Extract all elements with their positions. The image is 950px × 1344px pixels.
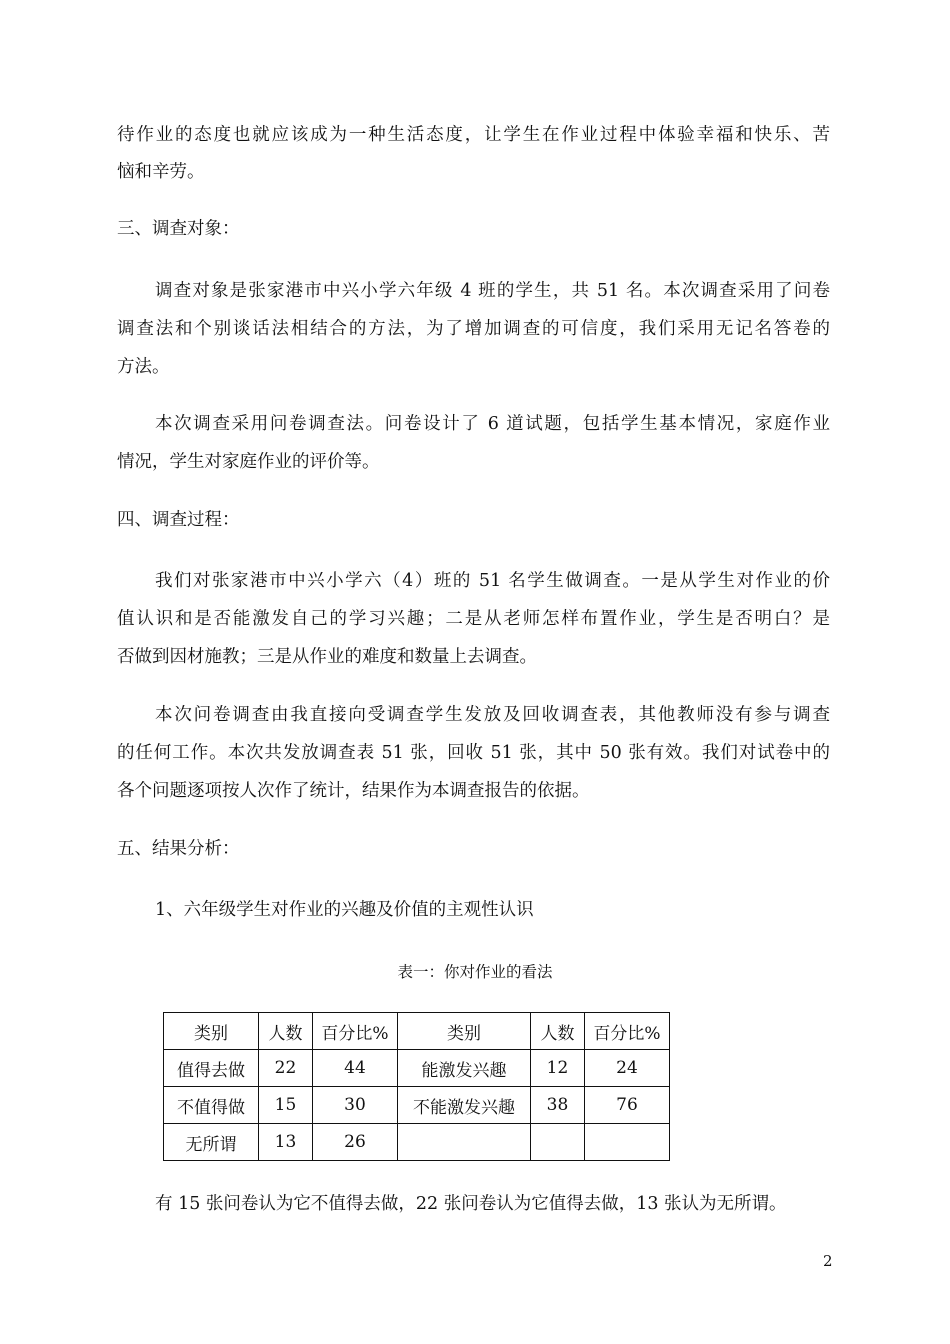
table-cell: 76: [585, 1087, 670, 1124]
section-heading-process: 四、调查过程：: [117, 510, 240, 530]
table-cell: 12: [531, 1050, 585, 1087]
body-line: 方法。: [117, 357, 170, 377]
header-cell: 人数: [531, 1013, 585, 1050]
body-line: 调查对象是张家港市中兴小学六年级 4 班的学生，共 51 名。本次调查采用了问卷: [155, 281, 830, 301]
body-line: 值认识和是否能激发自己的学习兴趣；二是从老师怎样布置作业，学生是否明白？是: [117, 609, 830, 629]
body-line: 待作业的态度也就应该成为一种生活态度，让学生在作业过程中体验幸福和快乐、苦: [117, 125, 830, 145]
survey-table: [163, 1012, 670, 1161]
section-heading-results: 五、结果分析：: [117, 839, 240, 859]
header-cell: 百分比%: [585, 1013, 670, 1050]
table-row: [164, 1087, 670, 1124]
page-number: 2: [823, 1252, 833, 1270]
body-line: 的任何工作。本次共发放调查表 51 张，回收 51 张，其中 50 张有效。我们对试卷中的: [117, 743, 830, 763]
table-summary: 有 15 张问卷认为它不值得去做，22 张问卷认为它值得去做，13 张认为无所谓。: [155, 1194, 787, 1214]
table-cell: 15: [259, 1087, 313, 1124]
table-row: [164, 1050, 670, 1087]
body-line: 本次调查采用问卷调查法。问卷设计了 6 道试题，包括学生基本情况，家庭作业: [155, 414, 830, 434]
table-cell: 不值得做: [164, 1087, 259, 1124]
subsection-heading: 1、六年级学生对作业的兴趣及价值的主观性认识: [155, 900, 534, 920]
table-cell: 22: [259, 1050, 313, 1087]
header-cell: 类别: [164, 1013, 259, 1050]
table-header-row: [164, 1013, 670, 1050]
header-cell: 类别: [398, 1013, 531, 1050]
body-line: 本次问卷调查由我直接向受调查学生发放及回收调查表，其他教师没有参与调查: [155, 705, 830, 725]
table-cell: 38: [531, 1087, 585, 1124]
header-cell: 人数: [259, 1013, 313, 1050]
body-line: 情况，学生对家庭作业的评价等。: [117, 452, 380, 472]
header-cell: 百分比%: [313, 1013, 398, 1050]
table-cell: 不能激发兴趣: [398, 1087, 531, 1124]
section-heading-subjects: 三、调查对象：: [117, 219, 240, 239]
body-line: 各个问题逐项按人次作了统计，结果作为本调查报告的依据。: [117, 781, 590, 801]
table-cell: 13: [259, 1124, 313, 1161]
table-cell: 26: [313, 1124, 398, 1161]
table-cell: 30: [313, 1087, 398, 1124]
table-cell: 24: [585, 1050, 670, 1087]
table-row: [164, 1124, 670, 1161]
table-cell: 值得去做: [164, 1050, 259, 1087]
table-cell: [398, 1124, 531, 1161]
table-cell: [585, 1124, 670, 1161]
body-line: 调查法和个别谈话法相结合的方法，为了增加调查的可信度，我们采用无记名答卷的: [117, 319, 830, 339]
body-line: 否做到因材施教；三是从作业的难度和数量上去调查。: [117, 647, 537, 667]
table-caption: 表一：你对作业的看法: [397, 963, 553, 981]
body-line: 恼和辛劳。: [117, 162, 205, 182]
table-cell: [531, 1124, 585, 1161]
table-cell: 44: [313, 1050, 398, 1087]
table-cell: 能激发兴趣: [398, 1050, 531, 1087]
table-cell: 无所谓: [164, 1124, 259, 1161]
body-line: 我们对张家港市中兴小学六（4）班的 51 名学生做调查。一是从学生对作业的价: [155, 571, 830, 591]
